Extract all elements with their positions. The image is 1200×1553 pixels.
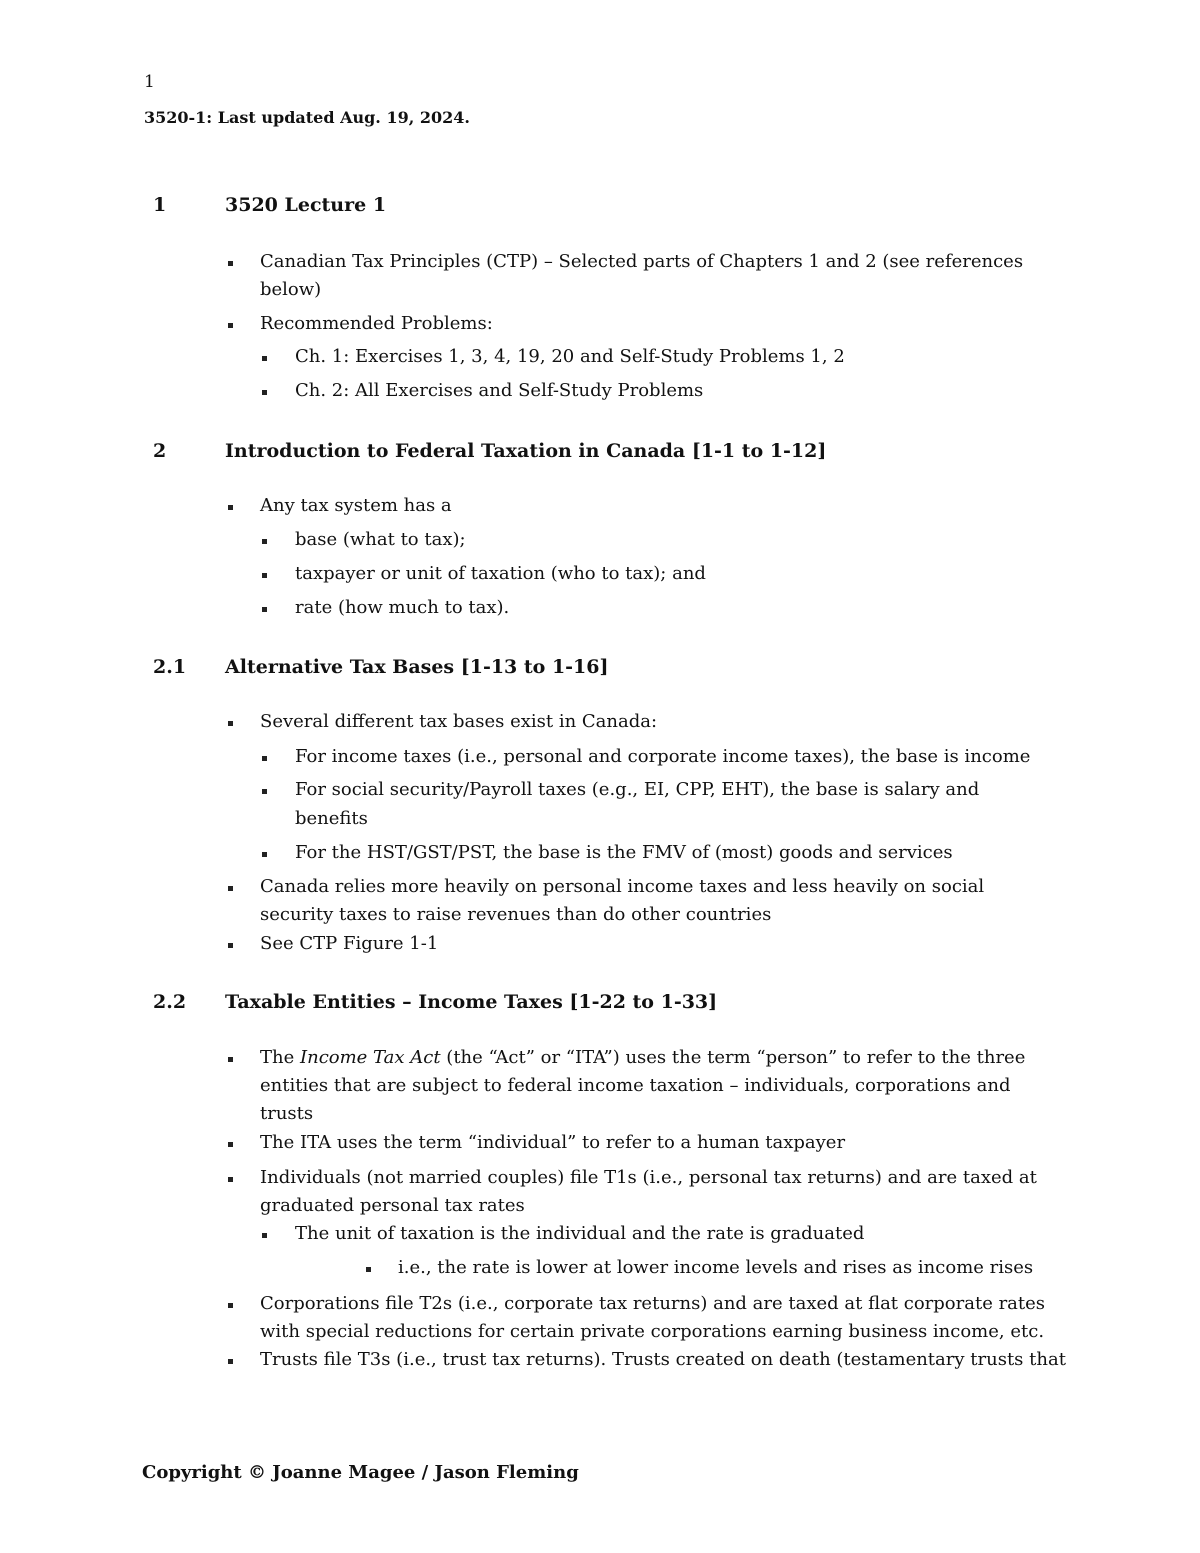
bullet-icon bbox=[228, 943, 233, 948]
bullet-icon bbox=[228, 886, 233, 891]
bullet-icon bbox=[262, 573, 267, 578]
section-title: Alternative Tax Bases [1-13 to 1-16] bbox=[225, 656, 609, 678]
bullet-text: Corporations file T2s (i.e., corporate tax returns) and are taxed at flat corporate rates bbox=[260, 1293, 1046, 1314]
bullet-text: Canada relies more heavily on personal income taxes and less heavily on social bbox=[260, 876, 985, 897]
bullet-text: For social security/Payroll taxes (e.g., EI, CPP, EHT), the base is salary and bbox=[295, 779, 980, 800]
section-number: 2 bbox=[153, 440, 167, 462]
bullet-icon bbox=[262, 356, 267, 361]
bullet-icon bbox=[228, 1177, 233, 1182]
footer-copyright: Copyright © Joanne Magee / Jason Fleming bbox=[142, 1462, 579, 1483]
bullet-icon bbox=[262, 390, 267, 395]
page-number: 1 bbox=[144, 72, 155, 92]
bullet-text: trusts bbox=[260, 1103, 314, 1124]
section-title: 3520 Lecture 1 bbox=[225, 194, 387, 216]
bullet-text: Several different tax bases exist in Canada: bbox=[260, 711, 658, 732]
bullet-icon bbox=[262, 607, 267, 612]
bullet-text: benefits bbox=[295, 808, 368, 829]
bullet-text: rate (how much to tax). bbox=[295, 597, 510, 618]
bullet-text: i.e., the rate is lower at lower income levels and rises as income rises bbox=[398, 1257, 1034, 1278]
bullet-text: base (what to tax); bbox=[295, 529, 466, 550]
bullet-icon bbox=[228, 1142, 233, 1147]
bullet-text: Ch. 1: Exercises 1, 3, 4, 19, 20 and Self-Study Problems 1, 2 bbox=[295, 346, 845, 367]
bullet-text: graduated personal tax rates bbox=[260, 1195, 525, 1216]
bullet-icon bbox=[262, 1233, 267, 1238]
updated-line: 3520-1: Last updated Aug. 19, 2024. bbox=[144, 108, 470, 127]
bullet-icon bbox=[262, 539, 267, 544]
section-number: 2.1 bbox=[153, 656, 187, 678]
bullet-text: Ch. 2: All Exercises and Self-Study Problems bbox=[295, 380, 704, 401]
bullet-text: Canadian Tax Principles (CTP) – Selected parts of Chapters 1 and 2 (see references bbox=[260, 251, 1024, 272]
bullet-text: entities that are subject to federal income taxation – individuals, corporations and bbox=[260, 1075, 1011, 1096]
bullet-icon bbox=[228, 505, 233, 510]
section-title: Taxable Entities – Income Taxes [1-22 to 1-33] bbox=[225, 991, 718, 1013]
bullet-icon bbox=[228, 721, 233, 726]
bullet-text: Individuals (not married couples) file T1s (i.e., personal tax returns) and are taxed at bbox=[260, 1167, 1037, 1188]
section-number: 2.2 bbox=[153, 991, 187, 1013]
bullet-text: The ITA uses the term “individual” to refer to a human taxpayer bbox=[260, 1132, 846, 1153]
bullet-icon bbox=[262, 756, 267, 761]
bullet-icon bbox=[366, 1267, 371, 1272]
bullet-text: taxpayer or unit of taxation (who to tax); and bbox=[295, 563, 706, 584]
bullet-text: The unit of taxation is the individual and the rate is graduated bbox=[295, 1223, 865, 1244]
bullet-icon bbox=[262, 852, 267, 857]
bullet-icon bbox=[228, 323, 233, 328]
section-number: 1 bbox=[153, 194, 167, 216]
bullet-icon bbox=[228, 1359, 233, 1364]
bullet-icon bbox=[228, 261, 233, 266]
bullet-text: below) bbox=[260, 279, 322, 300]
bullet-text: See CTP Figure 1-1 bbox=[260, 933, 439, 954]
act-title: Income Tax Act bbox=[299, 1047, 441, 1068]
bullet-icon bbox=[228, 1057, 233, 1062]
bullet-text: Trusts file T3s (i.e., trust tax returns). Trusts created on death (testamentary trusts that bbox=[260, 1349, 1066, 1370]
bullet-icon bbox=[262, 789, 267, 794]
section-title: Introduction to Federal Taxation in Canada [1-1 to 1-12] bbox=[225, 440, 827, 462]
bullet-text: with special reductions for certain private corporations earning business income, etc. bbox=[260, 1321, 1045, 1342]
bullet-text: For the HST/GST/PST, the base is the FMV of (most) goods and services bbox=[295, 842, 953, 863]
bullet-text: For income taxes (i.e., personal and corporate income taxes), the base is income bbox=[295, 746, 1031, 767]
bullet-text: Any tax system has a bbox=[260, 495, 452, 516]
bullet-icon bbox=[228, 1303, 233, 1308]
bullet-text: security taxes to raise revenues than do other countries bbox=[260, 904, 772, 925]
bullet-text: The Income Tax Act (the “Act” or “ITA”) uses the term “person” to refer to the three bbox=[260, 1047, 1026, 1068]
bullet-text: Recommended Problems: bbox=[260, 313, 493, 334]
